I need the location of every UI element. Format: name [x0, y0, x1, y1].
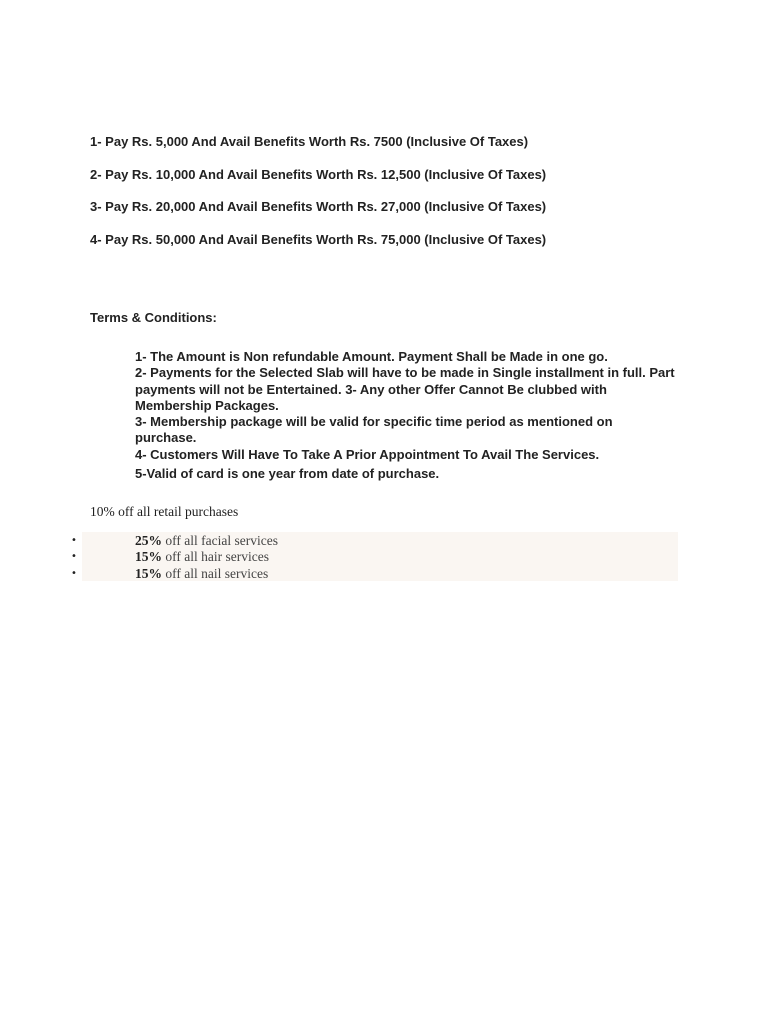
offer-percent: 15% [135, 549, 162, 564]
offer-description: off all facial services [162, 533, 278, 548]
terms-line: 3- Membership package will be valid for specific time period as mentioned on purchase. [135, 414, 613, 446]
terms-line: 4- Customers Will Have To Take A Prior Appointment To Avail The Services. [135, 446, 600, 462]
offer-list-item [0, 532, 680, 549]
plan-item: 4- Pay Rs. 50,000 And Avail Benefits Worth Rs. 75,000 (Inclusive Of Taxes) [90, 232, 547, 247]
terms-line: 1- The Amount is Non refundable Amount. Payment Shall be Made in one go. [135, 349, 608, 364]
offer-description: off all hair services [162, 549, 269, 564]
plan-item: 2- Pay Rs. 10,000 And Avail Benefits Worth Rs. 12,500 (Inclusive Of Taxes) [90, 167, 547, 182]
offer-text [135, 565, 268, 582]
retail-discount-text: 10% off all retail purchases [90, 504, 239, 519]
terms-line: 5-Valid of card is one year from date of purchase. [135, 466, 440, 482]
bullet-icon: • [71, 551, 77, 562]
bullet-icon: • [71, 535, 77, 546]
offer-description: off all nail services [162, 566, 269, 581]
plan-item: 3- Pay Rs. 20,000 And Avail Benefits Worth Rs. 27,000 (Inclusive Of Taxes) [90, 199, 547, 214]
offer-list-item [0, 565, 680, 582]
terms-list [135, 349, 675, 482]
bullet-icon: • [71, 568, 77, 579]
offer-percent: 15% [135, 566, 162, 581]
offer-percent: 25% [135, 533, 162, 548]
offer-list-item [0, 548, 680, 565]
plan-item: 1- Pay Rs. 5,000 And Avail Benefits Worth Rs. 7500 (Inclusive Of Taxes) [90, 134, 529, 149]
terms-heading: Terms & Conditions: [90, 310, 217, 325]
terms-line: 2- Payments for the Selected Slab will have to be made in Single installment in full. Part payments will not be Entertained. 3- Any other Offer Cannot Be clubbed with Membership Packages. [135, 365, 675, 413]
offer-text [135, 532, 278, 549]
offer-text [135, 548, 269, 565]
